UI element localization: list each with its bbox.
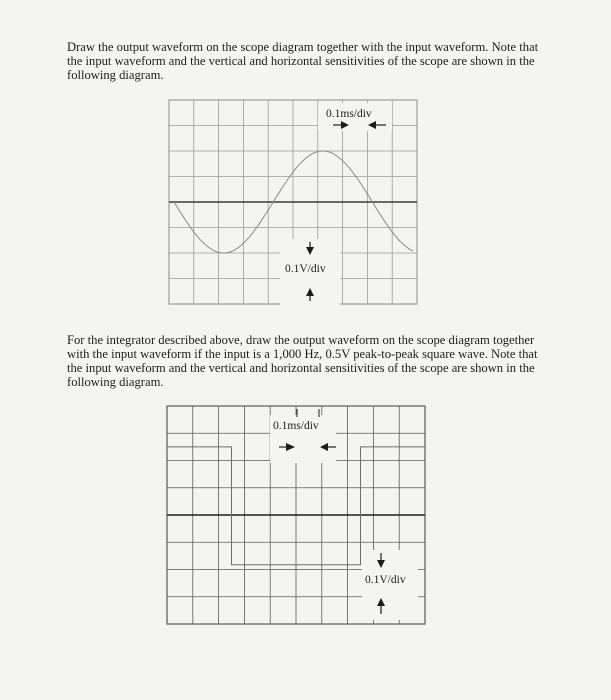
scope-2-time-label: 0.1ms/div bbox=[273, 420, 319, 432]
scope-diagram-2 bbox=[166, 405, 428, 627]
question-2-line: the input waveform and the vertical and horizontal sensitivities of the scope are shown in the bbox=[67, 361, 535, 375]
question-1-text bbox=[67, 40, 557, 82]
question-2-line: following diagram. bbox=[67, 375, 164, 389]
scope-1-volt-label: 0.1V/div bbox=[285, 263, 326, 275]
question-1-line: the input waveform and the vertical and horizontal sensitivities of the scope are shown in the bbox=[67, 54, 535, 68]
scope-diagram-1 bbox=[168, 99, 418, 305]
scope-1-time-label: 0.1ms/div bbox=[326, 108, 372, 120]
question-2-text bbox=[67, 333, 562, 389]
question-1-line: following diagram. bbox=[67, 68, 164, 82]
question-2-line: with the input waveform if the input is a 1,000 Hz, 0.5V peak-to-peak square wave. Note that bbox=[67, 347, 538, 361]
question-2-line: For the integrator described above, draw the output waveform on the scope diagram together bbox=[67, 333, 535, 347]
question-1-line: Draw the output waveform on the scope diagram together with the input waveform. Note that bbox=[67, 40, 539, 54]
scope-2-volt-label: 0.1V/div bbox=[365, 574, 406, 586]
